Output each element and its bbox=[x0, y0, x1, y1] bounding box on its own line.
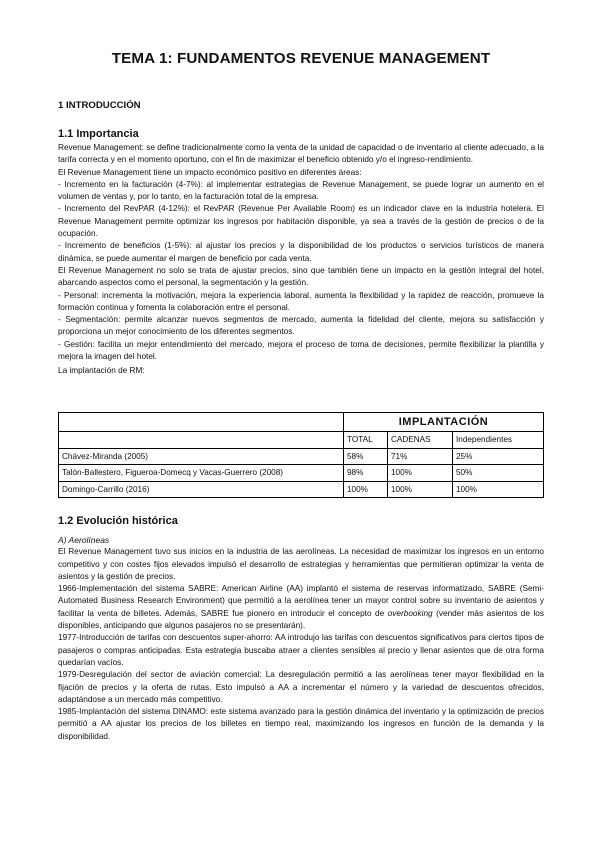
table-empty-cell bbox=[59, 432, 344, 449]
table-cell: 71% bbox=[388, 448, 453, 465]
table-row bbox=[59, 481, 544, 498]
table-cell: 25% bbox=[453, 448, 544, 465]
paragraph: Revenue Management: se define tradicionalmente como la venta de la unidad de capacidad o de inventario al cliente adecuado, a la tarifa correcta y en el momento oportuno, con el fin de maximizar el beneficio obtenido y/o el ingreso-rendimiento. bbox=[58, 143, 544, 165]
paragraph: - Incremento en la facturación (4-7%): al implementar estrategias de Revenue Management, se puede lograr un aumento en el volumen de ventas y, por lo tanto, en la facturación total de la empresa. bbox=[58, 179, 544, 202]
paragraph: - Incremento del RevPAR (4-12%): el RevPAR (Revenue Per Available Room) es un indicador clave en la industria hotelera. El Revenue Management permite optimizar los ingresos por habitación disponible, ya sea a través de la gestión de precios o de la ocupación. bbox=[58, 204, 544, 239]
paragraph: El Revenue Management tuvo sus inicios en la industria de las aerolíneas. La necesidad de maximizar los ingresos en un entorno competitivo y con costes fijos elevados impulsó el desarrollo de estrategias y herramientas que permitieran optimizar la venta de asientos y la gestión de precios. bbox=[58, 547, 544, 581]
table-corner-cell bbox=[59, 413, 344, 432]
paragraph: 1979-Desregulación del sector de aviación comercial: La desregulación permitió a las aerolíneas tener mayor flexibilidad en la fijación de precios y la oferta de rutas. Esto impulsó a AA a incrementar el número y la variedad de descuentos ofrecidos, adaptándose a un mercado más competitivo. bbox=[58, 670, 544, 704]
heading-importancia: 1.1 Importancia bbox=[58, 128, 139, 140]
implantacion-table bbox=[58, 412, 544, 498]
table-row bbox=[59, 448, 544, 465]
section-heading-introduccion: 1 INTRODUCCIÓN bbox=[58, 100, 141, 111]
paragraph: - Gestión: facilita un mejor entendimiento del mercado, mejora el proceso de toma de decisiones, permite flexibilizar la plantilla y mejora la imagen del hotel. bbox=[58, 339, 544, 362]
paragraph: 1977-Introducción de tarifas con descuentos super-ahorro: AA introdujo las tarifas con descuentos significativos para ciertos tipos de pasajeros o compras anticipadas. Esta estrategia buscaba atraer a clientes sensibles al precio y llenar asientos que de otra forma quedarían vacíos. bbox=[58, 633, 544, 667]
table-cell: 100% bbox=[453, 481, 544, 498]
paragraph: 1985-Implantación del sistema DINAMO: este sistema avanzado para la gestión dinámica del inventario y la optimización de precios permitió a AA ajustar los precios de los billetes en tiempo real, maximizando los ingresos en función de la demanda y la disponibilidad. bbox=[58, 707, 544, 741]
table-cell: Domingo-Carrillo (2016) bbox=[59, 481, 344, 498]
table-row bbox=[59, 465, 544, 482]
document-title: TEMA 1: FUNDAMENTOS REVENUE MANAGEMENT bbox=[111, 50, 491, 67]
paragraph bbox=[58, 583, 544, 632]
table-cell: Chávez-Miranda (2005) bbox=[59, 448, 344, 465]
table-intro: La implantación de RM: bbox=[58, 366, 145, 376]
section-importancia bbox=[58, 128, 544, 140]
table-group-header: IMPLANTACIÓN bbox=[344, 413, 544, 432]
overbooking-term: overbooking bbox=[387, 608, 433, 618]
table-column-header: Independientes bbox=[453, 432, 544, 449]
paragraph: - Segmentación: permite alcanzar nuevos segmentos de mercado, aumenta la fidelidad del cliente, mejora su satisfacción y proporciona un mejor conocimiento de los diferentes segmentos. bbox=[58, 315, 544, 337]
paragraph: - Incremento de beneficios (1-5%): al ajustar los precios y la disponibilidad de los productos o servicios turísticos de manera dinámica, se puede aumentar el margen de beneficio por cada venta. bbox=[58, 241, 544, 263]
table-cell: 100% bbox=[388, 481, 453, 498]
paragraph-text: (vender más asientos de los disponibles, anticipando que algunos pasajeros no se presentarán). bbox=[58, 608, 544, 631]
table-cell: 98% bbox=[344, 465, 388, 482]
implantacion-table-wrap bbox=[58, 412, 544, 498]
section-evolucion bbox=[58, 515, 544, 527]
table-cell: Talón-Ballestero, Figueroa-Domecq y Vacas-Guerrero (2008) bbox=[59, 465, 344, 482]
table-column-header: TOTAL bbox=[344, 432, 388, 449]
heading-evolucion: 1.2 Evolución histórica bbox=[58, 515, 178, 527]
table-cell: 100% bbox=[388, 465, 453, 482]
table-column-header: CADENAS bbox=[388, 432, 453, 449]
table-cell: 100% bbox=[344, 481, 388, 498]
table-cell: 50% bbox=[453, 465, 544, 482]
evolucion-body bbox=[58, 534, 544, 743]
subheading-aerolineas: A) Aerolíneas bbox=[58, 535, 110, 545]
paragraph: El Revenue Management tiene un impacto económico positivo en diferentes áreas: bbox=[58, 167, 362, 177]
table-cell: 58% bbox=[344, 448, 388, 465]
paragraph-text: 1966-Implementación del sistema SABRE: American Airline (AA) implantó el sistema de reservas informatizado, SABRE (Semi-Automated Business Research Environment) que permitió a la aerolínea tener un mayor control sobre su inventario de asientos y facilitar la venta de billetes. Además, SABRE fue pionero en introducir el concepto de bbox=[58, 584, 544, 618]
paragraph: - Personal: incrementa la motivación, mejora la experiencia laboral, aumenta la flexibilidad y la rapidez de reacción, promueve la formación continua y fomenta la colaboración entre el personal. bbox=[58, 290, 544, 312]
paragraph: El Revenue Management no solo se trata de ajustar precios, sino que también tiene un impacto en la gestión integral del hotel, abarcando aspectos como el personal, la segmentación y la gestión. bbox=[58, 265, 544, 288]
importancia-body bbox=[58, 142, 544, 378]
